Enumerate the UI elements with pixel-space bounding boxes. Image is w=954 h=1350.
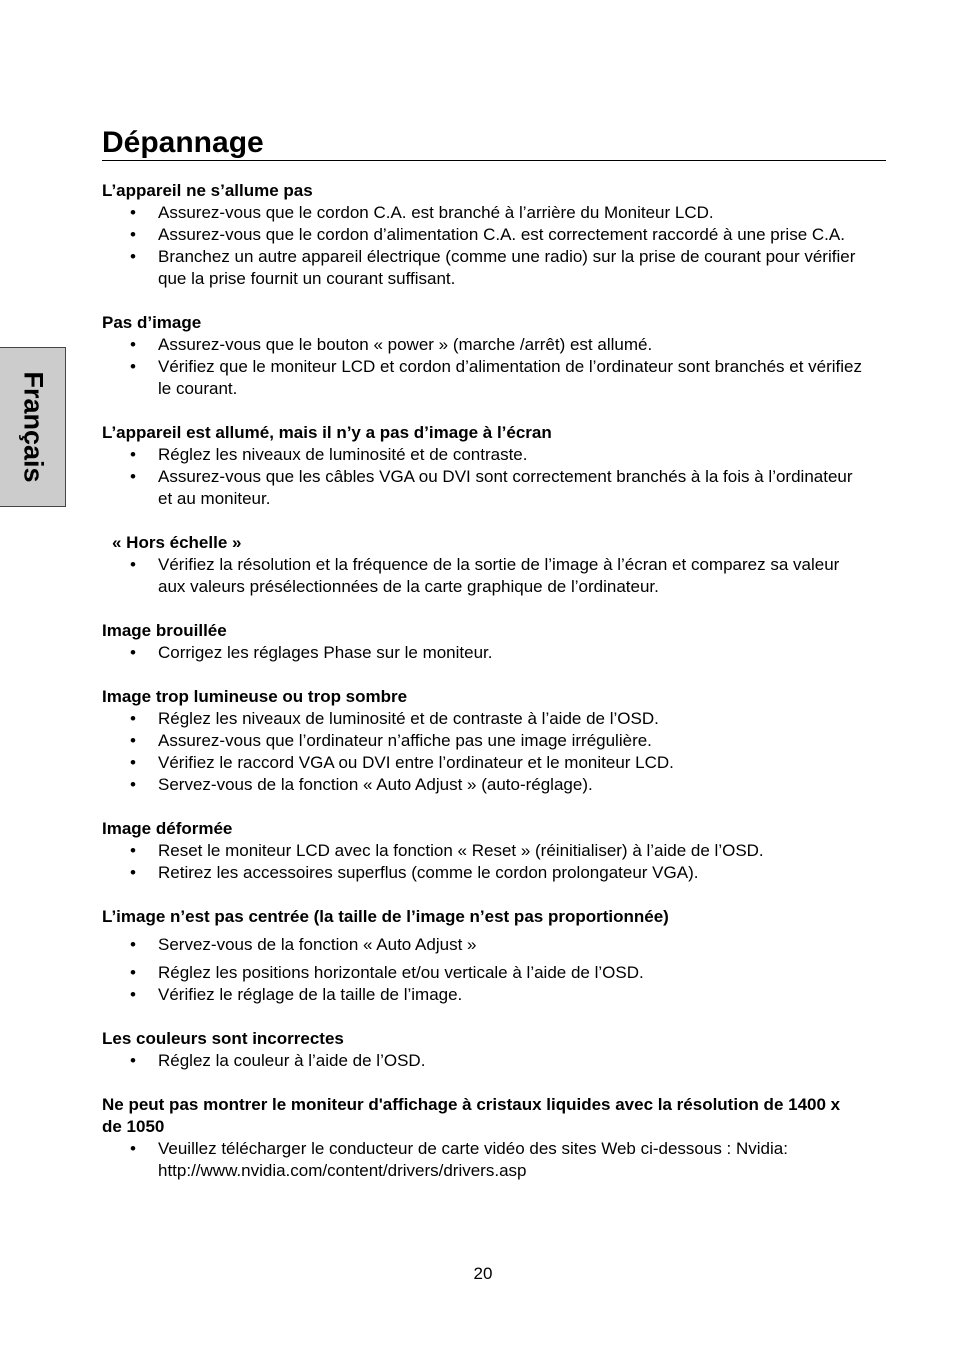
list-item: • Réglez la couleur à l’aide de l’OSD. (102, 1050, 862, 1072)
list-item: • Vérifiez la résolution et la fréquence de la sortie de l’image à l’écran et comparez sa valeur aux valeurs présélectionnées de la carte graphique de l’ordinateur. (102, 554, 862, 598)
list-item: • Reset le moniteur LCD avec la fonction « Reset » (réinitialiser) à l’aide de l’OSD. (102, 840, 862, 862)
section-on-no-image (102, 422, 862, 510)
bullet-list (102, 202, 862, 290)
page-number: 20 (473, 1264, 493, 1283)
list-item: • Réglez les niveaux de luminosité et de contraste à l’aide de l’OSD. (102, 708, 862, 730)
list-item: • Réglez les positions horizontale et/ou verticale à l’aide de l’OSD. (102, 962, 862, 984)
bullet-list (102, 1138, 862, 1182)
bullet-list (102, 934, 862, 1006)
bullet-list (102, 642, 862, 664)
language-side-tab (0, 347, 66, 507)
section-distorted-image (102, 818, 862, 884)
list-item: • Branchez un autre appareil électrique (comme une radio) sur la prise de courant pour vérifier que la prise fournit un courant suffisant. (102, 246, 862, 290)
section-heading: Image trop lumineuse ou trop sombre (102, 687, 408, 706)
page-title: Dépannage (102, 126, 886, 161)
list-item: • Servez-vous de la fonction « Auto Adjust » (102, 934, 862, 956)
list-item: • Assurez-vous que l’ordinateur n’affiche pas une image irrégulière. (102, 730, 862, 752)
bullet-list (102, 840, 862, 884)
list-item: • Vérifiez le réglage de la taille de l’image. (102, 984, 862, 1006)
language-tab-label: Français (18, 371, 48, 483)
section-no-image (102, 312, 862, 400)
section-heading: Pas d’image (102, 313, 202, 332)
list-item: • Vérifiez le raccord VGA ou DVI entre l’ordinateur et le moniteur LCD. (102, 752, 862, 774)
bullet-list (102, 708, 862, 796)
list-item: • Assurez-vous que le cordon d’alimentation C.A. est correctement raccordé à une prise C.A. (102, 224, 862, 246)
bullet-list (102, 334, 862, 400)
section-heading: L’image n’est pas centrée (la taille de l’image n’est pas proportionnée) (102, 907, 669, 926)
bullet-list (102, 1050, 862, 1072)
list-item: • Assurez-vous que le bouton « power » (marche /arrêt) est allumé. (102, 334, 862, 356)
list-item: • Assurez-vous que les câbles VGA ou DVI sont correctement branchés à la fois à l’ordinateur et au moniteur. (102, 466, 862, 510)
section-heading: Image déformée (102, 819, 233, 838)
section-heading: Ne peut pas montrer le moniteur d'affichage à cristaux liquides avec la résolution de 1400 x de 1050 (102, 1095, 841, 1136)
section-heading: L’appareil ne s’allume pas (102, 181, 313, 200)
list-item: • Assurez-vous que le cordon C.A. est branché à l’arrière du Moniteur LCD. (102, 202, 862, 224)
section-out-of-range (102, 532, 862, 598)
list-item: • Servez-vous de la fonction « Auto Adjust » (auto-réglage). (102, 774, 862, 796)
section-heading: L’appareil est allumé, mais il n’y a pas d’image à l’écran (102, 423, 552, 442)
list-item: • Réglez les niveaux de luminosité et de contraste. (102, 444, 862, 466)
section-resolution (102, 1094, 862, 1182)
section-colors (102, 1028, 862, 1072)
section-brightness (102, 686, 862, 796)
list-item: • Retirez les accessoires superflus (comme le cordon prolongateur VGA). (102, 862, 862, 884)
troubleshooting-content (102, 180, 862, 1204)
bullet-list (102, 444, 862, 510)
section-not-centered (102, 906, 862, 1006)
list-item: • Corrigez les réglages Phase sur le moniteur. (102, 642, 862, 664)
list-item: • Veuillez télécharger le conducteur de carte vidéo des sites Web ci-dessous : Nvidia: http://www.nvidia.com/content/drivers/drivers.asp (102, 1138, 862, 1182)
list-item: • Vérifiez que le moniteur LCD et cordon d’alimentation de l’ordinateur sont branchés et vérifiez le courant. (102, 356, 862, 400)
bullet-list (102, 554, 862, 598)
section-heading: Image brouillée (102, 621, 227, 640)
section-blurry-image (102, 620, 862, 664)
section-heading: Les couleurs sont incorrectes (102, 1029, 344, 1048)
section-no-power (102, 180, 862, 290)
section-heading: « Hors échelle » (112, 533, 242, 552)
